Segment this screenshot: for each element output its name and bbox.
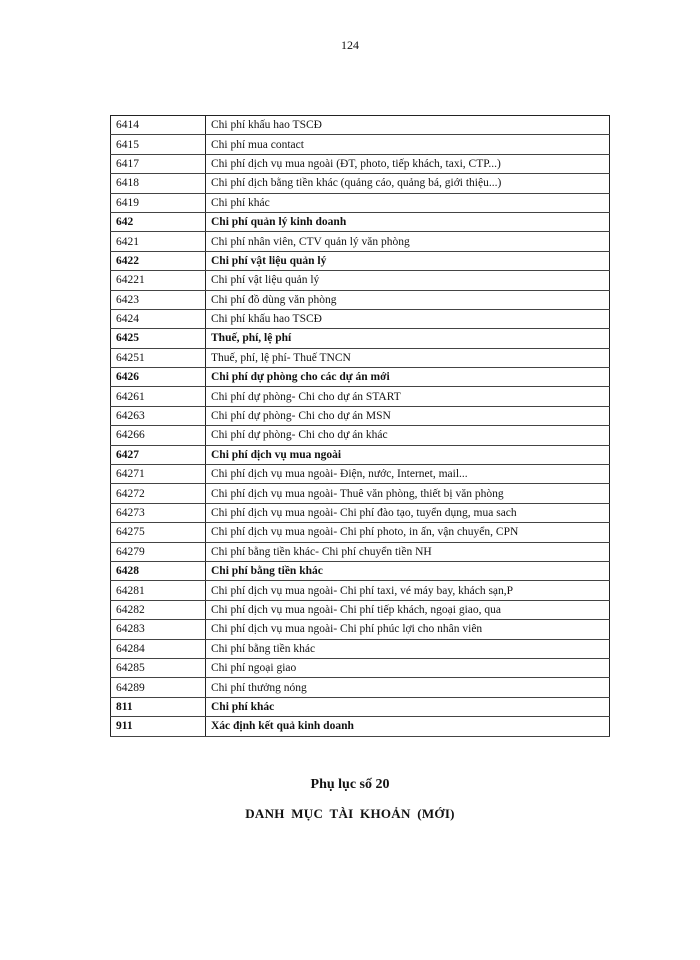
account-name: Chi phí thưởng nóng: [206, 678, 610, 697]
table-row: [111, 406, 610, 425]
table-row: [111, 503, 610, 522]
account-code: 64263: [111, 406, 206, 425]
table-row: [111, 484, 610, 503]
table-row: [111, 368, 610, 387]
page-number: 124: [341, 38, 359, 52]
table-row: [111, 678, 610, 697]
account-code: 64275: [111, 523, 206, 542]
list-title: DANH MỤC TÀI KHOẢN (MỚI): [245, 806, 455, 821]
table-row: [111, 251, 610, 270]
account-name: Thuế, phí, lệ phí- Thuế TNCN: [206, 348, 610, 367]
table-row: [111, 445, 610, 464]
account-code: 811: [111, 697, 206, 716]
account-name: Chi phí đồ dùng văn phòng: [206, 290, 610, 309]
account-name: Chi phí dịch vụ mua ngoài- Điện, nước, Internet, mail...: [206, 465, 610, 484]
account-name: Chi phí quản lý kinh doanh: [206, 212, 610, 231]
account-code: 6415: [111, 135, 206, 154]
table-row: [111, 581, 610, 600]
account-name: Chi phí bằng tiền khác: [206, 639, 610, 658]
account-name: Chi phí dịch vụ mua ngoài: [206, 445, 610, 464]
account-code: 6422: [111, 251, 206, 270]
account-name: Chi phí bằng tiền khác- Chi phí chuyển tiền NH: [206, 542, 610, 561]
account-code: 6418: [111, 174, 206, 193]
table-row: [111, 232, 610, 251]
account-name: Chi phí dịch vụ mua ngoài- Chi phí tiếp khách, ngoại giao, qua: [206, 600, 610, 619]
account-code: 642: [111, 212, 206, 231]
account-code: 6424: [111, 309, 206, 328]
table-row: [111, 620, 610, 639]
account-name: Chi phí dịch vụ mua ngoài- Thuê văn phòng, thiết bị văn phòng: [206, 484, 610, 503]
account-code: 6423: [111, 290, 206, 309]
table-row: [111, 271, 610, 290]
account-code: 64221: [111, 271, 206, 290]
account-code: 64279: [111, 542, 206, 561]
table-row: [111, 193, 610, 212]
account-name: Chi phí vật liệu quản lý: [206, 251, 610, 270]
account-table: [110, 115, 610, 737]
account-code: 6417: [111, 154, 206, 173]
account-name: Chi phí dự phòng- Chi cho dự án MSN: [206, 406, 610, 425]
account-code: 64271: [111, 465, 206, 484]
table-row: [111, 465, 610, 484]
table-row: [111, 639, 610, 658]
account-code: 64284: [111, 639, 206, 658]
account-name: Chi phí khấu hao TSCĐ: [206, 309, 610, 328]
table-row: [111, 309, 610, 328]
account-name: Chi phí dịch vụ mua ngoài (ĐT, photo, tiếp khách, taxi, CTP...): [206, 154, 610, 173]
table-row: [111, 135, 610, 154]
account-code: 6425: [111, 329, 206, 348]
account-name: Chi phí vật liệu quản lý: [206, 271, 610, 290]
account-table-body: [111, 116, 610, 737]
account-name: Thuế, phí, lệ phí: [206, 329, 610, 348]
account-name: Chi phí dự phòng- Chi cho dự án START: [206, 387, 610, 406]
account-name: Chi phí dịch vụ mua ngoài- Chi phí đào tạo, tuyển dụng, mua sach: [206, 503, 610, 522]
account-name: Chi phí dịch bằng tiền khác (quảng cáo, quảng bá, giới thiệu...): [206, 174, 610, 193]
table-row: [111, 212, 610, 231]
table-row: [111, 658, 610, 677]
account-code: 6414: [111, 116, 206, 135]
table-row: [111, 600, 610, 619]
table-row: [111, 290, 610, 309]
account-code: 64283: [111, 620, 206, 639]
account-code: 64273: [111, 503, 206, 522]
table-row: [111, 329, 610, 348]
account-name: Chi phí dịch vụ mua ngoài- Chi phí photo, in ấn, vận chuyển, CPN: [206, 523, 610, 542]
account-name: Chi phí mua contact: [206, 135, 610, 154]
table-row: [111, 426, 610, 445]
account-code: 6428: [111, 561, 206, 580]
account-name: Chi phí dịch vụ mua ngoài- Chi phí taxi, vé máy bay, khách sạn,P: [206, 581, 610, 600]
account-code: 64281: [111, 581, 206, 600]
account-name: Chi phí khác: [206, 193, 610, 212]
table-row: [111, 116, 610, 135]
account-name: Chi phí dự phòng- Chi cho dự án khác: [206, 426, 610, 445]
account-name: Chi phí dịch vụ mua ngoài- Chi phí phúc lợi cho nhân viên: [206, 620, 610, 639]
account-code: 6426: [111, 368, 206, 387]
table-row: [111, 154, 610, 173]
account-code: 6427: [111, 445, 206, 464]
account-name: Chi phí khấu hao TSCĐ: [206, 116, 610, 135]
account-code: 6419: [111, 193, 206, 212]
table-row: [111, 542, 610, 561]
account-code: 64285: [111, 658, 206, 677]
account-code: 64266: [111, 426, 206, 445]
account-code: 64272: [111, 484, 206, 503]
account-code: 64289: [111, 678, 206, 697]
account-name: Chi phí nhân viên, CTV quản lý văn phòng: [206, 232, 610, 251]
account-code: 911: [111, 717, 206, 736]
account-code: 6421: [111, 232, 206, 251]
table-row: [111, 717, 610, 736]
account-name: Chi phí khác: [206, 697, 610, 716]
account-code: 64251: [111, 348, 206, 367]
table-row: [111, 174, 610, 193]
account-name: Chi phí dự phòng cho các dự án mới: [206, 368, 610, 387]
account-name: Chi phí bằng tiền khác: [206, 561, 610, 580]
account-code: 64282: [111, 600, 206, 619]
account-name: Xác định kết quả kinh doanh: [206, 717, 610, 736]
table-row: [111, 561, 610, 580]
appendix-title: Phụ lục số 20: [310, 777, 390, 792]
account-name: Chi phí ngoại giao: [206, 658, 610, 677]
table-row: [111, 697, 610, 716]
table-row: [111, 387, 610, 406]
table-row: [111, 523, 610, 542]
account-code: 64261: [111, 387, 206, 406]
table-row: [111, 348, 610, 367]
